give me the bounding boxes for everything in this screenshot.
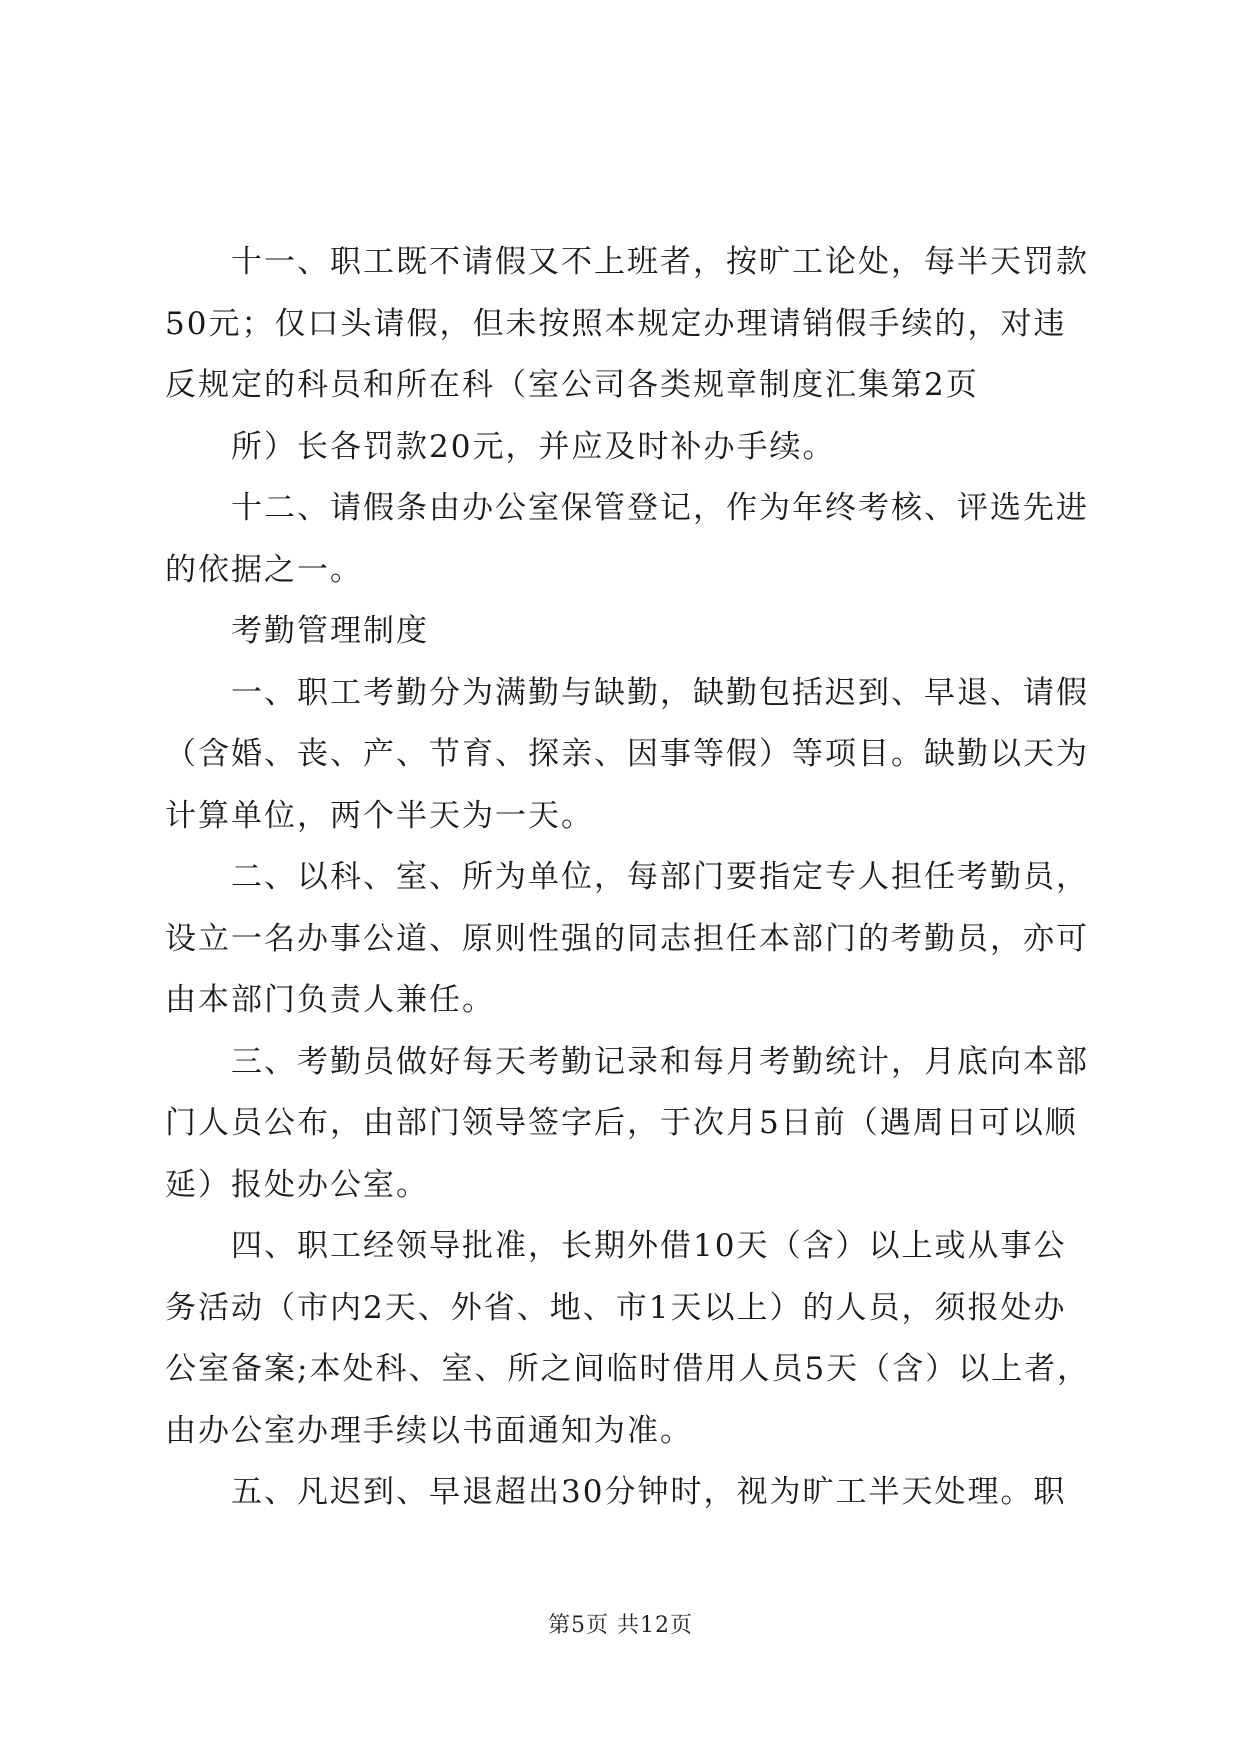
text-line: 所）长各罚款20元，并应及时补办手续。 bbox=[231, 428, 836, 465]
text-line: 公室备案;本处科、室、所之间临时借用人员5天（含）以上者， bbox=[165, 1351, 1091, 1387]
text-line: 务活动（市内2天、外省、地、市1天以上）的人员，须报处办 bbox=[165, 1289, 1067, 1326]
document-body bbox=[165, 232, 1091, 1524]
text-line: 延）报处办公室。 bbox=[165, 1166, 429, 1203]
text-line: 四、职工经领导批准，长期外借10天（含）以上或从事公 bbox=[231, 1228, 1067, 1264]
text-line: 设立一名办事公道、原则性强的同志担任本部门的考勤员，亦可 bbox=[165, 920, 1089, 957]
text-line: 十二、请假条由办公室保管登记，作为年终考核、评选先进 bbox=[231, 490, 1089, 526]
text-line: 反规定的科员和所在科（室公司各类规章制度汇集第2页 bbox=[165, 367, 979, 403]
text-line: 50元；仅口头请假，但未按照本规定办理请销假手续的，对违 bbox=[165, 305, 1067, 342]
text-line: 门人员公布，由部门领导签字后，于次月5日前（遇周日可以顺 bbox=[165, 1105, 1078, 1141]
page-footer: 第5页 共12页 bbox=[548, 1613, 693, 1638]
text-line: 十一、职工既不请假又不上班者，按旷工论处，每半天罚款 bbox=[231, 244, 1089, 280]
text-line: （含婚、丧、产、节育、探亲、因事等假）等项目。缺勤以天为 bbox=[165, 736, 1089, 772]
section-heading: 考勤管理制度 bbox=[231, 613, 429, 649]
text-line: 五、凡迟到、早退超出30分钟时，视为旷工半天处理。职 bbox=[231, 1474, 1067, 1510]
text-line: 三、考勤员做好每天考勤记录和每月考勤统计，月底向本部 bbox=[231, 1043, 1089, 1080]
text-line: 计算单位，两个半天为一天。 bbox=[165, 797, 594, 834]
text-line: 由本部门负责人兼任。 bbox=[165, 982, 495, 1018]
text-line: 由办公室办理手续以书面通知为准。 bbox=[165, 1412, 693, 1449]
text-line: 的依据之一。 bbox=[165, 551, 363, 588]
text-line: 二、以科、室、所为单位，每部门要指定专人担任考勤员， bbox=[231, 859, 1089, 895]
text-line: 一、职工考勤分为满勤与缺勤，缺勤包括迟到、早退、请假 bbox=[231, 674, 1089, 711]
